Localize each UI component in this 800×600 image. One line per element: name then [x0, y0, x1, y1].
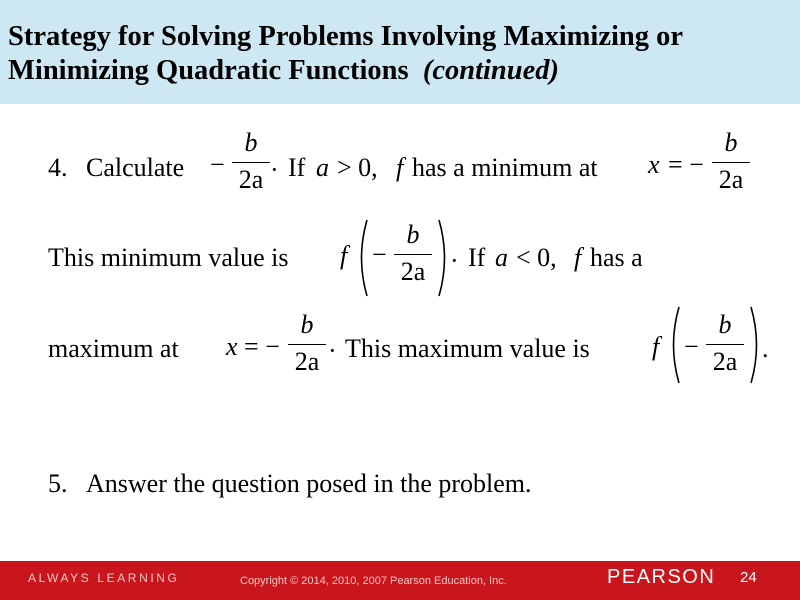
maximum-value-text: This maximum value is	[345, 334, 590, 363]
fraction-bar	[232, 162, 270, 163]
minimum-value-text: This minimum value is	[48, 243, 289, 272]
left-paren-icon	[666, 305, 682, 385]
min-minus: −	[372, 240, 387, 269]
fraction-numerator: b	[718, 310, 732, 339]
max-dot: ·	[328, 336, 337, 365]
title-bar	[0, 0, 800, 104]
step4-minus: −	[210, 150, 225, 179]
maximum-at-text: maximum at	[48, 334, 179, 363]
step5-text: Answer the question posed in the problem.	[86, 469, 532, 498]
line2-if: If	[468, 243, 486, 272]
fraction-denominator: 2a	[400, 257, 426, 286]
fraction-numerator: b	[244, 128, 258, 157]
line2-var-f: f	[574, 243, 582, 272]
fraction-neg-b-over-2a	[232, 130, 270, 193]
max-minus: −	[684, 332, 699, 361]
step4-number: 4.	[48, 153, 68, 182]
fraction-numerator: b	[724, 128, 738, 157]
fraction-denominator: 2a	[712, 347, 738, 376]
max-equals-minus: = −	[244, 332, 280, 361]
fraction-denominator: 2a	[718, 165, 744, 194]
fraction-bar	[394, 254, 432, 255]
step4-calculate: Calculate	[86, 153, 185, 182]
min-dot: ·	[450, 246, 459, 275]
line2-condition: < 0,	[516, 243, 557, 272]
step4-rest: has a minimum at	[412, 153, 598, 182]
footer-bar	[0, 561, 800, 600]
fraction-bar	[288, 344, 326, 345]
page-number: 24	[740, 569, 757, 586]
step4-condition: > 0,	[337, 153, 378, 182]
line2-var-a: a	[495, 243, 508, 272]
max-f-symbol: f	[652, 332, 660, 361]
title-line1: Strategy for Solving Problems Involving Maximizing or	[8, 21, 684, 52]
step4-var-x: x	[648, 150, 660, 179]
copyright-text: Copyright © 2014, 2010, 2007 Pearson Education, Inc.	[240, 575, 507, 587]
fraction-b-over-2a-min-at	[712, 130, 750, 193]
max-var-x: x	[226, 332, 238, 361]
always-learning-tagline: ALWAYS LEARNING	[28, 571, 180, 585]
fraction-numerator: b	[300, 310, 314, 339]
step5-number: 5.	[48, 469, 68, 498]
fraction-denominator: 2a	[294, 347, 320, 376]
fraction-max-value	[706, 312, 744, 375]
line2-rest: has a	[590, 243, 643, 272]
pearson-logo: PEARSON	[607, 566, 716, 588]
step4-if: If	[288, 153, 306, 182]
step4-dot: ·	[270, 155, 279, 184]
slide-title	[8, 20, 683, 88]
step4-var-a: a	[316, 153, 329, 182]
max-period: .	[762, 334, 769, 363]
left-paren-icon	[354, 218, 370, 298]
title-line2: Minimizing Quadratic Functions	[8, 55, 409, 86]
fraction-denominator: 2a	[238, 165, 264, 194]
fraction-max-at	[288, 312, 326, 375]
min-f-symbol: f	[340, 241, 348, 270]
fraction-bar	[706, 344, 744, 345]
step4-equals-minus: = −	[668, 150, 704, 179]
step4-var-f: f	[396, 153, 404, 182]
title-continued: (continued)	[422, 55, 560, 86]
fraction-min-value	[394, 222, 432, 285]
fraction-numerator: b	[406, 220, 420, 249]
fraction-bar	[712, 162, 750, 163]
